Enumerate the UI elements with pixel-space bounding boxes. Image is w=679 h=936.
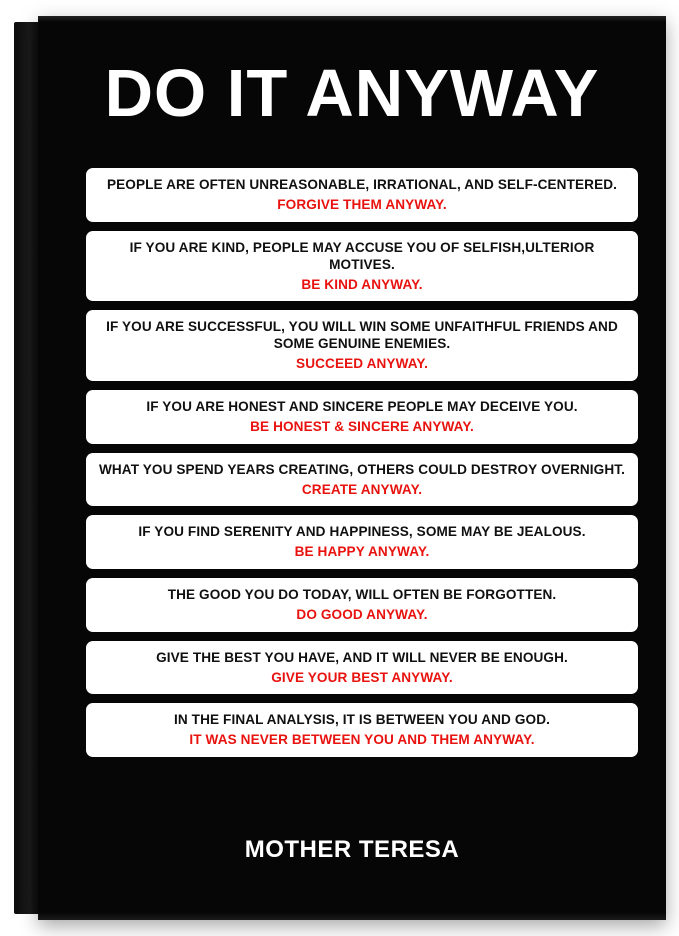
quote-accent-text: BE HAPPY ANYWAY. — [294, 544, 430, 560]
quote-main-text: IF YOU ARE KIND, PEOPLE MAY ACCUSE YOU OF SELFISH,ULTERIOR MOTIVES. — [129, 239, 595, 272]
list-item — [86, 453, 638, 507]
quote-main-text: GIVE THE BEST YOU HAVE, AND IT WILL NEVER BE ENOUGH. — [156, 649, 568, 665]
quote-list — [86, 168, 638, 757]
quote-main-text: PEOPLE ARE OFTEN UNREASONABLE, IRRATIONAL, AND SELF-CENTERED. — [106, 177, 618, 192]
quote-accent-text: BE HONEST & SINCERE ANYWAY. — [250, 418, 474, 434]
quote-main-text: IN THE FINAL ANALYSIS, IT IS BETWEEN YOU AND GOD. — [174, 712, 550, 728]
list-item — [86, 231, 638, 302]
canvas-front-face — [38, 16, 666, 920]
quote-accent-text: IT WAS NEVER BETWEEN YOU AND THEM ANYWAY. — [189, 732, 535, 748]
list-item — [86, 168, 638, 222]
quote-main-text: WHAT YOU SPEND YEARS CREATING, OTHERS COULD DESTROY OVERNIGHT. — [98, 461, 626, 477]
quote-main-text: IF YOU ARE HONEST AND SINCERE PEOPLE MAY DECEIVE YOU. — [146, 398, 578, 414]
author-attribution: MOTHER TERESA — [244, 836, 460, 863]
list-item — [86, 641, 638, 695]
page-title: DO IT ANYWAY — [104, 56, 600, 131]
list-item — [86, 578, 638, 632]
quote-accent-text: BE KIND ANYWAY. — [301, 276, 423, 292]
list-item — [86, 515, 638, 569]
list-item — [86, 310, 638, 381]
quote-main-text: THE GOOD YOU DO TODAY, WILL OFTEN BE FORGOTTEN. — [167, 586, 557, 602]
quote-accent-text: SUCCEED ANYWAY. — [296, 356, 428, 372]
quote-accent-text: GIVE YOUR BEST ANYWAY. — [271, 669, 453, 685]
list-item — [86, 703, 638, 757]
list-item — [86, 390, 638, 444]
quote-main-text: IF YOU ARE SUCCESSFUL, YOU WILL WIN SOME UNFAITHFUL FRIENDS AND SOME GENUINE ENEMIES. — [106, 319, 618, 352]
quote-main-text: IF YOU FIND SERENITY AND HAPPINESS, SOME MAY BE JEALOUS. — [138, 524, 586, 540]
quote-accent-text: FORGIVE THEM ANYWAY. — [277, 196, 447, 212]
quote-accent-text: CREATE ANYWAY. — [301, 481, 423, 497]
quote-accent-text: DO GOOD ANYWAY. — [296, 606, 428, 622]
